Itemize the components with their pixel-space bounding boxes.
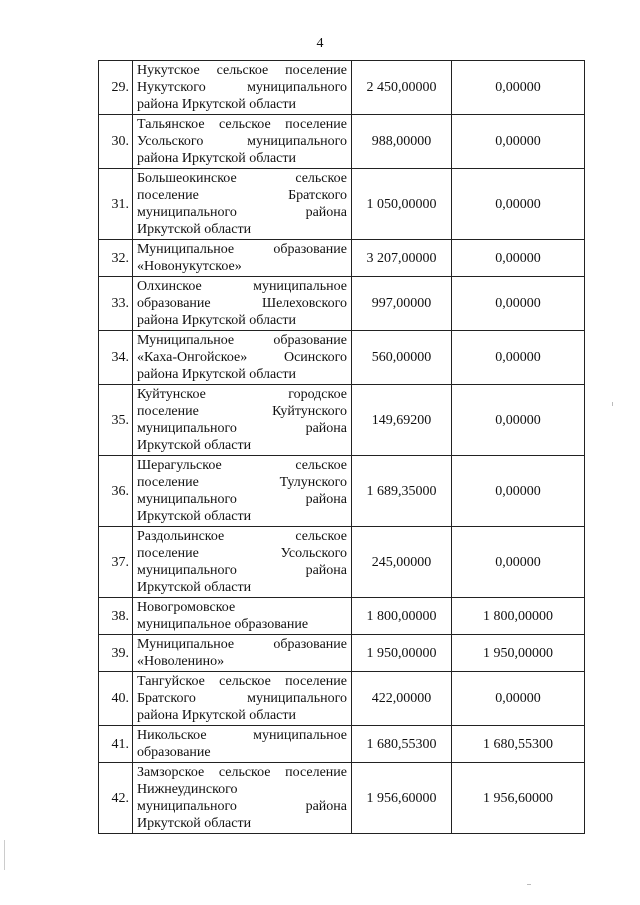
- municipality-name-line: Замзорское сельское поселение: [137, 765, 347, 780]
- municipality-name-line: Нукутское сельское поселение: [137, 63, 347, 78]
- municipality-name-line: Нукутского муниципального: [137, 80, 347, 95]
- row-number: 29.: [99, 61, 133, 115]
- municipality-name-line: поселение Тулунского: [137, 475, 347, 490]
- municipality-name: [133, 726, 352, 763]
- municipality-name-line: Иркутской области: [137, 580, 252, 595]
- amount-total: 149,69200: [352, 385, 452, 456]
- municipality-name: [133, 240, 352, 277]
- municipality-name-line: Иркутской области: [137, 438, 252, 453]
- municipality-name: [133, 672, 352, 726]
- row-number: 35.: [99, 385, 133, 456]
- municipality-name-line: Олхинское муниципальное: [137, 279, 347, 294]
- municipality-name: [133, 115, 352, 169]
- municipality-name-line: «Новонукутское»: [137, 259, 242, 274]
- scan-artifact-mark: [612, 402, 613, 406]
- amount-total: 422,00000: [352, 672, 452, 726]
- amount-total: 1 800,00000: [352, 598, 452, 635]
- table-row: [99, 763, 585, 834]
- table-row: [99, 456, 585, 527]
- municipality-name-line: Усольского муниципального: [137, 134, 347, 149]
- municipality-name-line: муниципального района: [137, 492, 347, 507]
- municipality-name-line: Куйтунское городское: [137, 387, 347, 402]
- budget-allocation-table: [98, 60, 585, 834]
- municipality-name-line: района Иркутской области: [137, 97, 297, 112]
- municipality-name-line: Новогромовское: [137, 600, 236, 615]
- municipality-name: [133, 635, 352, 672]
- municipality-name-line: Иркутской области: [137, 222, 252, 237]
- municipality-name-line: Большеокинское сельское: [137, 171, 347, 186]
- table-row: [99, 331, 585, 385]
- municipality-name-line: Раздольинское сельское: [137, 529, 347, 544]
- table-row: [99, 277, 585, 331]
- amount-second: 0,00000: [452, 385, 585, 456]
- municipality-name-line: Муниципальное образование: [137, 333, 347, 348]
- amount-second: 0,00000: [452, 527, 585, 598]
- municipality-name: [133, 456, 352, 527]
- row-number: 32.: [99, 240, 133, 277]
- amount-total: 1 680,55300: [352, 726, 452, 763]
- amount-second: 1 956,60000: [452, 763, 585, 834]
- amount-total: 2 450,00000: [352, 61, 452, 115]
- municipality-name: [133, 331, 352, 385]
- municipality-name-line: Тангуйское сельское поселение: [137, 674, 347, 689]
- municipality-name: [133, 763, 352, 834]
- municipality-name: [133, 527, 352, 598]
- municipality-name-line: муниципальное образование: [137, 617, 309, 632]
- amount-total: 988,00000: [352, 115, 452, 169]
- municipality-name-line: муниципального района: [137, 421, 347, 436]
- amount-total: 1 950,00000: [352, 635, 452, 672]
- table-row: [99, 726, 585, 763]
- municipality-name-line: Иркутской области: [137, 816, 252, 831]
- municipality-name-line: Тальянское сельское поселение: [137, 117, 347, 132]
- municipality-name-line: Никольское муниципальное: [137, 728, 347, 743]
- table-row: [99, 169, 585, 240]
- amount-second: 1 680,55300: [452, 726, 585, 763]
- amount-second: 0,00000: [452, 277, 585, 331]
- scan-artifact-mark: [4, 840, 5, 870]
- municipality-name-line: Иркутской области: [137, 509, 252, 524]
- municipality-name-line: муниципального района: [137, 563, 347, 578]
- municipality-name-line: муниципального района: [137, 799, 347, 814]
- amount-total: 1 050,00000: [352, 169, 452, 240]
- row-number: 41.: [99, 726, 133, 763]
- scan-artifact-mark: [527, 884, 531, 885]
- row-number: 37.: [99, 527, 133, 598]
- municipality-name: [133, 277, 352, 331]
- municipality-name-line: поселение Усольского: [137, 546, 347, 561]
- municipality-name: [133, 598, 352, 635]
- amount-total: 245,00000: [352, 527, 452, 598]
- municipality-name-line: района Иркутской области: [137, 367, 297, 382]
- municipality-name-line: «Новоленино»: [137, 654, 225, 669]
- municipality-name-line: муниципального района: [137, 205, 347, 220]
- row-number: 36.: [99, 456, 133, 527]
- municipality-name: [133, 385, 352, 456]
- municipality-name-line: поселение Куйтунского: [137, 404, 347, 419]
- table-row: [99, 635, 585, 672]
- amount-second: 0,00000: [452, 115, 585, 169]
- municipality-name-line: поселение Братского: [137, 188, 347, 203]
- row-number: 40.: [99, 672, 133, 726]
- amount-second: 0,00000: [452, 240, 585, 277]
- municipality-name-line: района Иркутской области: [137, 708, 297, 723]
- amount-second: 0,00000: [452, 169, 585, 240]
- municipality-name-line: Нижнеудинского: [137, 782, 238, 797]
- table-row: [99, 115, 585, 169]
- municipality-name-line: «Каха-Онгойское» Осинского: [137, 350, 347, 365]
- page-number: 4: [316, 36, 324, 51]
- amount-total: 3 207,00000: [352, 240, 452, 277]
- amount-second: 1 950,00000: [452, 635, 585, 672]
- table-row: [99, 385, 585, 456]
- municipality-name: [133, 169, 352, 240]
- row-number: 33.: [99, 277, 133, 331]
- municipality-name-line: образование Шелеховского: [137, 296, 347, 311]
- table-row: [99, 527, 585, 598]
- table-row: [99, 61, 585, 115]
- amount-second: 0,00000: [452, 61, 585, 115]
- municipality-name-line: Муниципальное образование: [137, 637, 347, 652]
- row-number: 39.: [99, 635, 133, 672]
- row-number: 30.: [99, 115, 133, 169]
- amount-total: 997,00000: [352, 277, 452, 331]
- amount-total: 560,00000: [352, 331, 452, 385]
- amount-total: 1 956,60000: [352, 763, 452, 834]
- municipality-name-line: образование: [137, 745, 211, 760]
- row-number: 38.: [99, 598, 133, 635]
- table-row: [99, 598, 585, 635]
- municipality-name-line: Муниципальное образование: [137, 242, 347, 257]
- amount-second: 0,00000: [452, 331, 585, 385]
- row-number: 34.: [99, 331, 133, 385]
- municipality-name: [133, 61, 352, 115]
- amount-second: 1 800,00000: [452, 598, 585, 635]
- row-number: 31.: [99, 169, 133, 240]
- table-body: [99, 61, 585, 834]
- municipality-name-line: Шерагульское сельское: [137, 458, 347, 473]
- table-row: [99, 240, 585, 277]
- row-number: 42.: [99, 763, 133, 834]
- municipality-name-line: Братского муниципального: [137, 691, 347, 706]
- municipality-name-line: района Иркутской области: [137, 151, 297, 166]
- amount-second: 0,00000: [452, 672, 585, 726]
- municipality-name-line: района Иркутской области: [137, 313, 297, 328]
- amount-total: 1 689,35000: [352, 456, 452, 527]
- table-row: [99, 672, 585, 726]
- amount-second: 0,00000: [452, 456, 585, 527]
